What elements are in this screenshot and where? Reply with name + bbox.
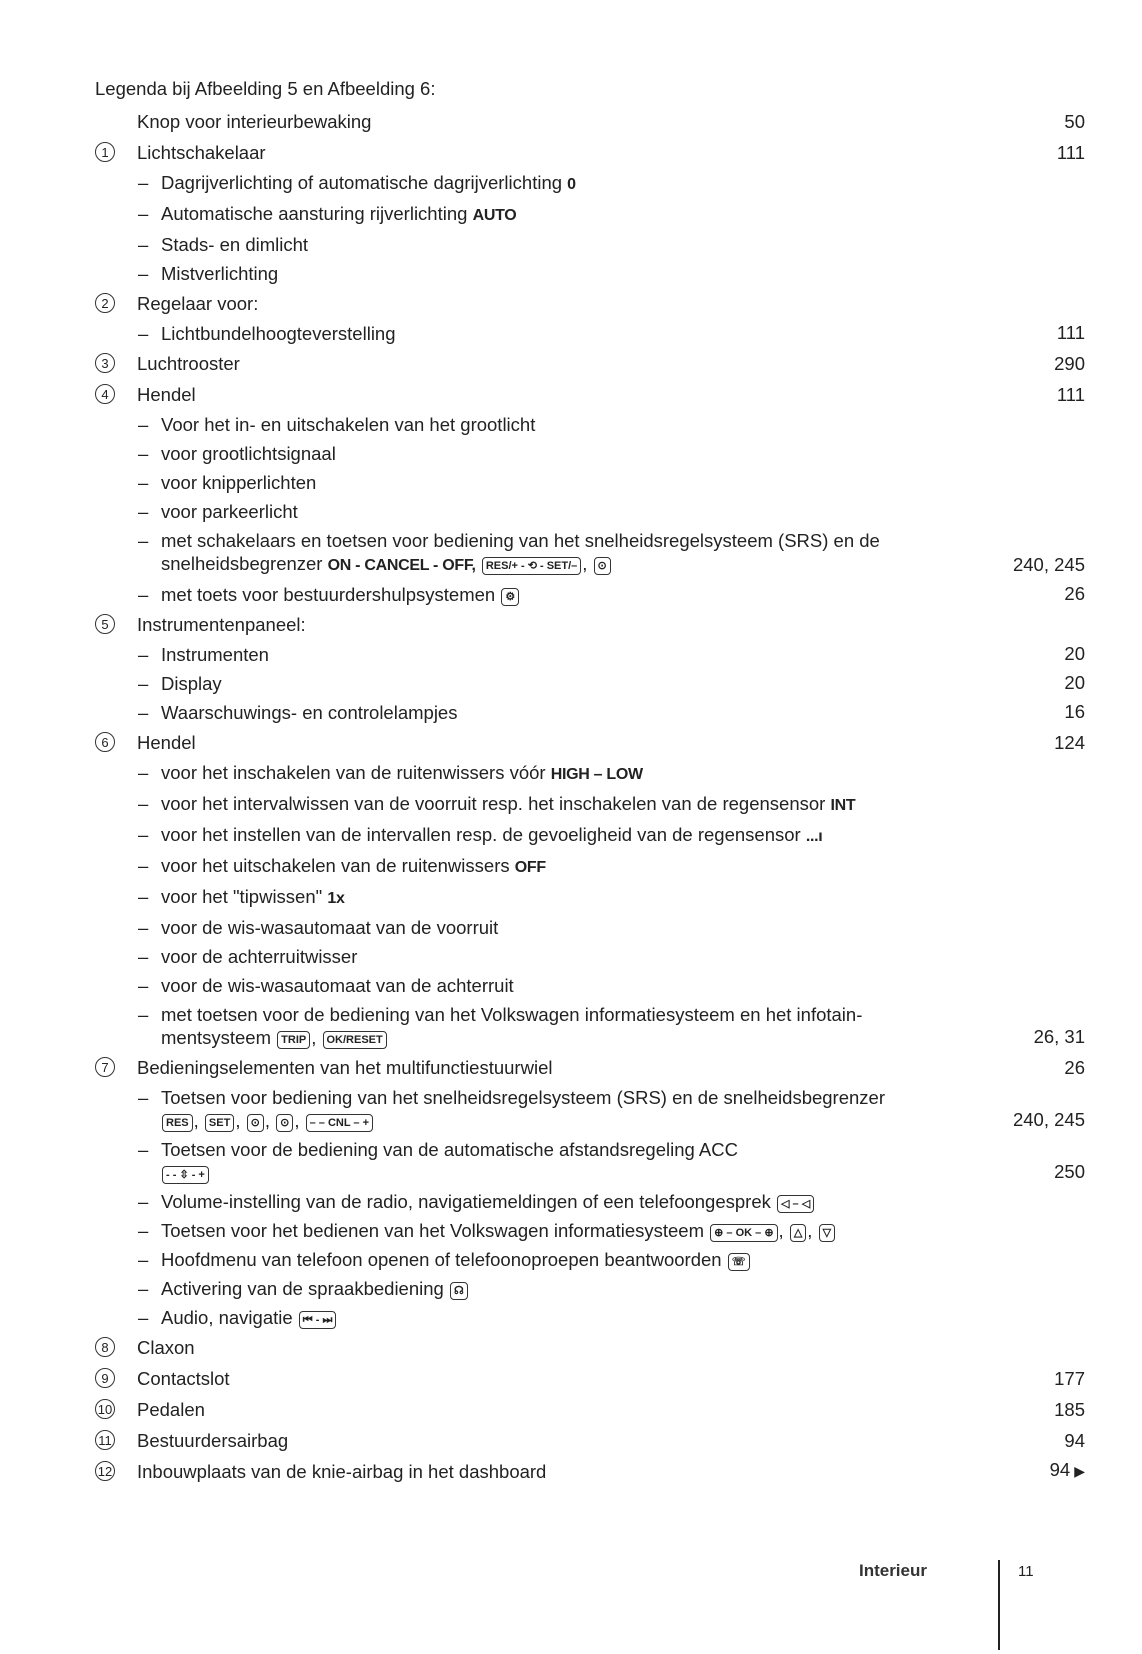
legend-item	[95, 1332, 1085, 1363]
legend-list	[95, 106, 1085, 1487]
dash-bullet: –	[138, 472, 149, 493]
dash-bullet: –	[138, 1191, 149, 1212]
subitem-text: voor het inschakelen van de ruitenwissers vóór HIGH – LOW	[161, 762, 643, 783]
subitem-text-continued	[161, 1161, 915, 1184]
control-code: AUTO	[472, 207, 517, 224]
subitem-text: Activering van de spraakbediening ☊	[161, 1278, 469, 1299]
subitem-text: Dagrijverlichting of automatische dagrijverlichting 0	[161, 172, 576, 193]
legend-subitem	[95, 1135, 1085, 1187]
legend-item	[95, 348, 1085, 379]
legend-item	[95, 1425, 1085, 1456]
item-number-badge: 3	[95, 353, 115, 373]
item-number-badge: 10	[95, 1399, 115, 1419]
item-number-badge: 11	[95, 1430, 115, 1450]
subitem-text: Waarschuwings- en controlelampjes	[161, 702, 458, 723]
control-code: ...ı	[805, 828, 823, 845]
page-reference[interactable]: 177	[1054, 1368, 1085, 1389]
subitem-text: Lichtbundelhoogteverstelling	[161, 323, 396, 344]
dash-bullet: –	[138, 172, 149, 193]
item-number-badge: 8	[95, 1337, 115, 1357]
item-text: Instrumentenpaneel:	[137, 614, 306, 635]
control-key-symbol: RES/+ - ⟲ - SET/–	[482, 557, 581, 575]
dash-bullet: –	[138, 793, 149, 814]
legend-subitem	[95, 851, 1085, 882]
page-reference[interactable]: 26, 31	[1033, 1026, 1085, 1047]
legend-subitem	[95, 971, 1085, 1000]
dash-bullet: –	[138, 1139, 149, 1160]
dash-bullet: –	[138, 1220, 149, 1241]
control-key-symbol: ☊	[450, 1282, 468, 1300]
legend-subitem	[95, 882, 1085, 913]
legend-subitem	[95, 1216, 1085, 1245]
control-key-symbol: - - ⇳ - +	[162, 1166, 209, 1184]
control-key-symbol: – – CNL – +	[306, 1114, 373, 1132]
legend-subitem	[95, 758, 1085, 789]
legend-item	[95, 1052, 1085, 1083]
subitem-text: voor grootlichtsignaal	[161, 443, 336, 464]
dash-bullet: –	[138, 975, 149, 996]
legend-subitem	[95, 1303, 1085, 1332]
legend-item	[95, 288, 1085, 319]
legend-subitem	[95, 259, 1085, 288]
page-reference[interactable]: 94	[1064, 1430, 1085, 1451]
legend-item	[95, 137, 1085, 168]
control-code: ON - CANCEL - OFF,	[327, 557, 476, 574]
legend-heading: Legenda bij Afbeelding 5 en Afbeelding 6:	[95, 78, 436, 99]
legend-subitem	[95, 1083, 1085, 1135]
item-number-badge: 7	[95, 1057, 115, 1077]
page-reference[interactable]: 20	[1064, 672, 1085, 693]
page-reference[interactable]: 290	[1054, 353, 1085, 374]
legend-item	[95, 609, 1085, 640]
legend-subitem	[95, 319, 1085, 348]
legend-subitem	[95, 439, 1085, 468]
dash-bullet: –	[138, 855, 149, 876]
page-reference[interactable]: 94 ▶	[1049, 1459, 1085, 1480]
subitem-text: met schakelaars en toetsen voor bediening van het snelheidsregelsysteem (SRS) en de	[161, 530, 880, 551]
page-reference[interactable]: 26	[1064, 583, 1085, 604]
legend-subitem	[95, 580, 1085, 609]
dash-bullet: –	[138, 917, 149, 938]
item-text: Hendel	[137, 384, 196, 405]
page-reference[interactable]: 185	[1054, 1399, 1085, 1420]
subitem-text: Automatische aansturing rijverlichting AUTO	[161, 203, 517, 224]
legend-item	[95, 106, 1085, 137]
subitem-text: Voor het in- en uitschakelen van het grootlicht	[161, 414, 536, 435]
legend-item	[95, 1456, 1085, 1487]
footer-page-number: 11	[1018, 1563, 1034, 1580]
dash-bullet: –	[138, 762, 149, 783]
page-reference[interactable]: 111	[1056, 322, 1085, 343]
subitem-text: voor knipperlichten	[161, 472, 317, 493]
continue-arrow-icon: ▶	[1074, 1463, 1085, 1479]
item-text: Inbouwplaats van de knie-airbag in het dashboard	[137, 1461, 547, 1482]
control-code: 1x	[327, 890, 345, 907]
dash-bullet: –	[138, 1278, 149, 1299]
dash-bullet: –	[138, 702, 149, 723]
legend-subitem	[95, 1000, 1085, 1052]
legend-item	[95, 379, 1085, 410]
legend-subitem	[95, 410, 1085, 439]
legend-subitem	[95, 199, 1085, 230]
dash-bullet: –	[138, 1307, 149, 1328]
item-text: Hendel	[137, 732, 196, 753]
page-reference[interactable]: 111	[1056, 142, 1085, 163]
subitem-text: Toetsen voor de bediening van de automatische afstandsregeling ACC	[161, 1139, 738, 1160]
control-key-symbol: ⏮ - ⏭	[299, 1311, 337, 1329]
control-key-symbol: ⊙	[247, 1114, 264, 1132]
control-code: INT	[830, 797, 856, 814]
subitem-text: Display	[161, 673, 222, 694]
subitem-text: voor het instellen van de intervallen resp. de gevoeligheid van de regensensor ...ı	[161, 824, 823, 845]
control-key-symbol: TRIP	[277, 1031, 310, 1049]
control-key-symbol: RES	[162, 1114, 193, 1132]
item-number-badge: 6	[95, 732, 115, 752]
control-key-symbol: △	[790, 1224, 806, 1242]
legend-item	[95, 727, 1085, 758]
dash-bullet: –	[138, 323, 149, 344]
legend-subitem	[95, 669, 1085, 698]
subitem-text: voor de wis-wasautomaat van de voorruit	[161, 917, 499, 938]
page-reference[interactable]: 240, 245	[1012, 1109, 1085, 1130]
legend-item	[95, 1394, 1085, 1425]
legend-subitem	[95, 913, 1085, 942]
control-code: 0	[567, 176, 576, 193]
item-number-badge: 1	[95, 142, 115, 162]
subitem-text-continued: snelheidsbegrenzer ON - CANCEL - OFF, RES/+ - ⟲ - SET/– , ⊙	[161, 552, 915, 577]
page-reference[interactable]: 124	[1054, 732, 1085, 753]
subitem-text-continued: RES , SET , ⊙ , ⊙ , – – CNL – +	[161, 1109, 915, 1132]
footer-section-title: Interieur	[858, 1561, 927, 1580]
legend-subitem	[95, 1274, 1085, 1303]
dash-bullet: –	[138, 644, 149, 665]
legend-subitem	[95, 1245, 1085, 1274]
subitem-text: Toetsen voor bediening van het snelheidsregelsysteem (SRS) en de snelheidsbegrenzer	[161, 1087, 885, 1108]
subitem-text: met toetsen voor de bediening van het Volkswagen informatiesysteem en het infotain-	[161, 1004, 863, 1025]
dash-bullet: –	[138, 584, 149, 605]
control-key-symbol: ⊕ – OK – ⊕	[710, 1224, 777, 1242]
subitem-text: Hoofdmenu van telefoon openen of telefoonoproepen beantwoorden ☏	[161, 1249, 751, 1270]
item-number-badge: 5	[95, 614, 115, 634]
control-key-symbol: ◁ – ◁	[777, 1195, 814, 1213]
dash-bullet: –	[138, 1004, 149, 1025]
item-text: Lichtschakelaar	[137, 142, 266, 163]
subitem-text: Instrumenten	[161, 644, 269, 665]
control-key-symbol: OK/RESET	[323, 1031, 387, 1049]
item-text: Claxon	[137, 1337, 195, 1358]
legend-subitem	[95, 168, 1085, 199]
page-reference[interactable]: 20	[1064, 643, 1085, 664]
page-reference[interactable]: 16	[1064, 701, 1085, 722]
subitem-text: Mistverlichting	[161, 263, 279, 284]
page-reference[interactable]: 250	[1054, 1161, 1085, 1182]
page-reference[interactable]: 111	[1056, 384, 1085, 405]
legend-item	[95, 1363, 1085, 1394]
legend-subitem	[95, 640, 1085, 669]
subitem-text-continued: mentsysteem TRIP , OK/RESET	[161, 1026, 915, 1049]
legend-subitem	[95, 820, 1085, 851]
control-key-symbol: ⊙	[276, 1114, 293, 1132]
page-reference[interactable]: 240, 245	[1012, 554, 1085, 575]
dash-bullet: –	[138, 203, 149, 224]
page-reference[interactable]: 50	[1064, 111, 1085, 132]
dash-bullet: –	[138, 414, 149, 435]
item-text: Pedalen	[137, 1399, 205, 1420]
subitem-text: voor het "tipwissen" 1x	[161, 886, 345, 907]
page-footer	[0, 1560, 1142, 1654]
legend-document	[95, 77, 1085, 1487]
legend-subitem	[95, 526, 1085, 580]
item-text: Regelaar voor:	[137, 293, 259, 314]
legend-subitem	[95, 942, 1085, 971]
dash-bullet: –	[138, 530, 149, 551]
legend-subitem	[95, 789, 1085, 820]
legend-subitem	[95, 497, 1085, 526]
subitem-text: Toetsen voor het bedienen van het Volkswagen informatiesysteem ⊕ – OK – ⊕ , △ , ▽	[161, 1220, 836, 1241]
control-key-symbol: ☏	[728, 1253, 750, 1271]
dash-bullet: –	[138, 234, 149, 255]
legend-subitem	[95, 230, 1085, 259]
control-key-symbol: ⚙	[501, 588, 519, 606]
subitem-text: voor het uitschakelen van de ruitenwissers OFF	[161, 855, 546, 876]
legend-subitem	[95, 698, 1085, 727]
item-text: Bestuurdersairbag	[137, 1430, 289, 1451]
subitem-text: Volume-instelling van de radio, navigatiemeldingen of een telefoongesprek ◁ – ◁	[161, 1191, 815, 1212]
item-number-badge: 9	[95, 1368, 115, 1388]
dash-bullet: –	[138, 443, 149, 464]
dash-bullet: –	[138, 824, 149, 845]
subitem-text: Audio, navigatie ⏮ - ⏭	[161, 1307, 337, 1328]
dash-bullet: –	[138, 1249, 149, 1270]
dash-bullet: –	[138, 886, 149, 907]
dash-bullet: –	[138, 1087, 149, 1108]
control-code: OFF	[514, 859, 546, 876]
subitem-text: voor het intervalwissen van de voorruit resp. het inschakelen van de regensensor INT	[161, 793, 856, 814]
item-text: Luchtrooster	[137, 353, 240, 374]
dash-bullet: –	[138, 946, 149, 967]
subitem-text: voor de wis-wasautomaat van de achterruit	[161, 975, 514, 996]
item-number-badge: 2	[95, 293, 115, 313]
control-code: HIGH – LOW	[550, 766, 643, 783]
item-text: Bedieningselementen van het multifunctiestuurwiel	[137, 1057, 553, 1078]
item-number-badge: 4	[95, 384, 115, 404]
footer-divider	[998, 1560, 1000, 1650]
item-text: Contactslot	[137, 1368, 230, 1389]
dash-bullet: –	[138, 263, 149, 284]
subitem-text: Stads- en dimlicht	[161, 234, 309, 255]
dash-bullet: –	[138, 673, 149, 694]
control-key-symbol: SET	[205, 1114, 234, 1132]
control-key-symbol: ⊙	[594, 557, 611, 575]
subitem-text: voor parkeerlicht	[161, 501, 298, 522]
legend-subitem	[95, 1187, 1085, 1216]
subitem-text: met toets voor bestuurdershulpsystemen ⚙	[161, 584, 520, 605]
page-reference[interactable]: 26	[1064, 1057, 1085, 1078]
dash-bullet: –	[138, 501, 149, 522]
legend-subitem	[95, 468, 1085, 497]
subitem-text: voor de achterruitwisser	[161, 946, 358, 967]
item-number-badge: 12	[95, 1461, 115, 1481]
control-key-symbol: ▽	[819, 1224, 835, 1242]
item-text: Knop voor interieurbewaking	[137, 111, 372, 132]
